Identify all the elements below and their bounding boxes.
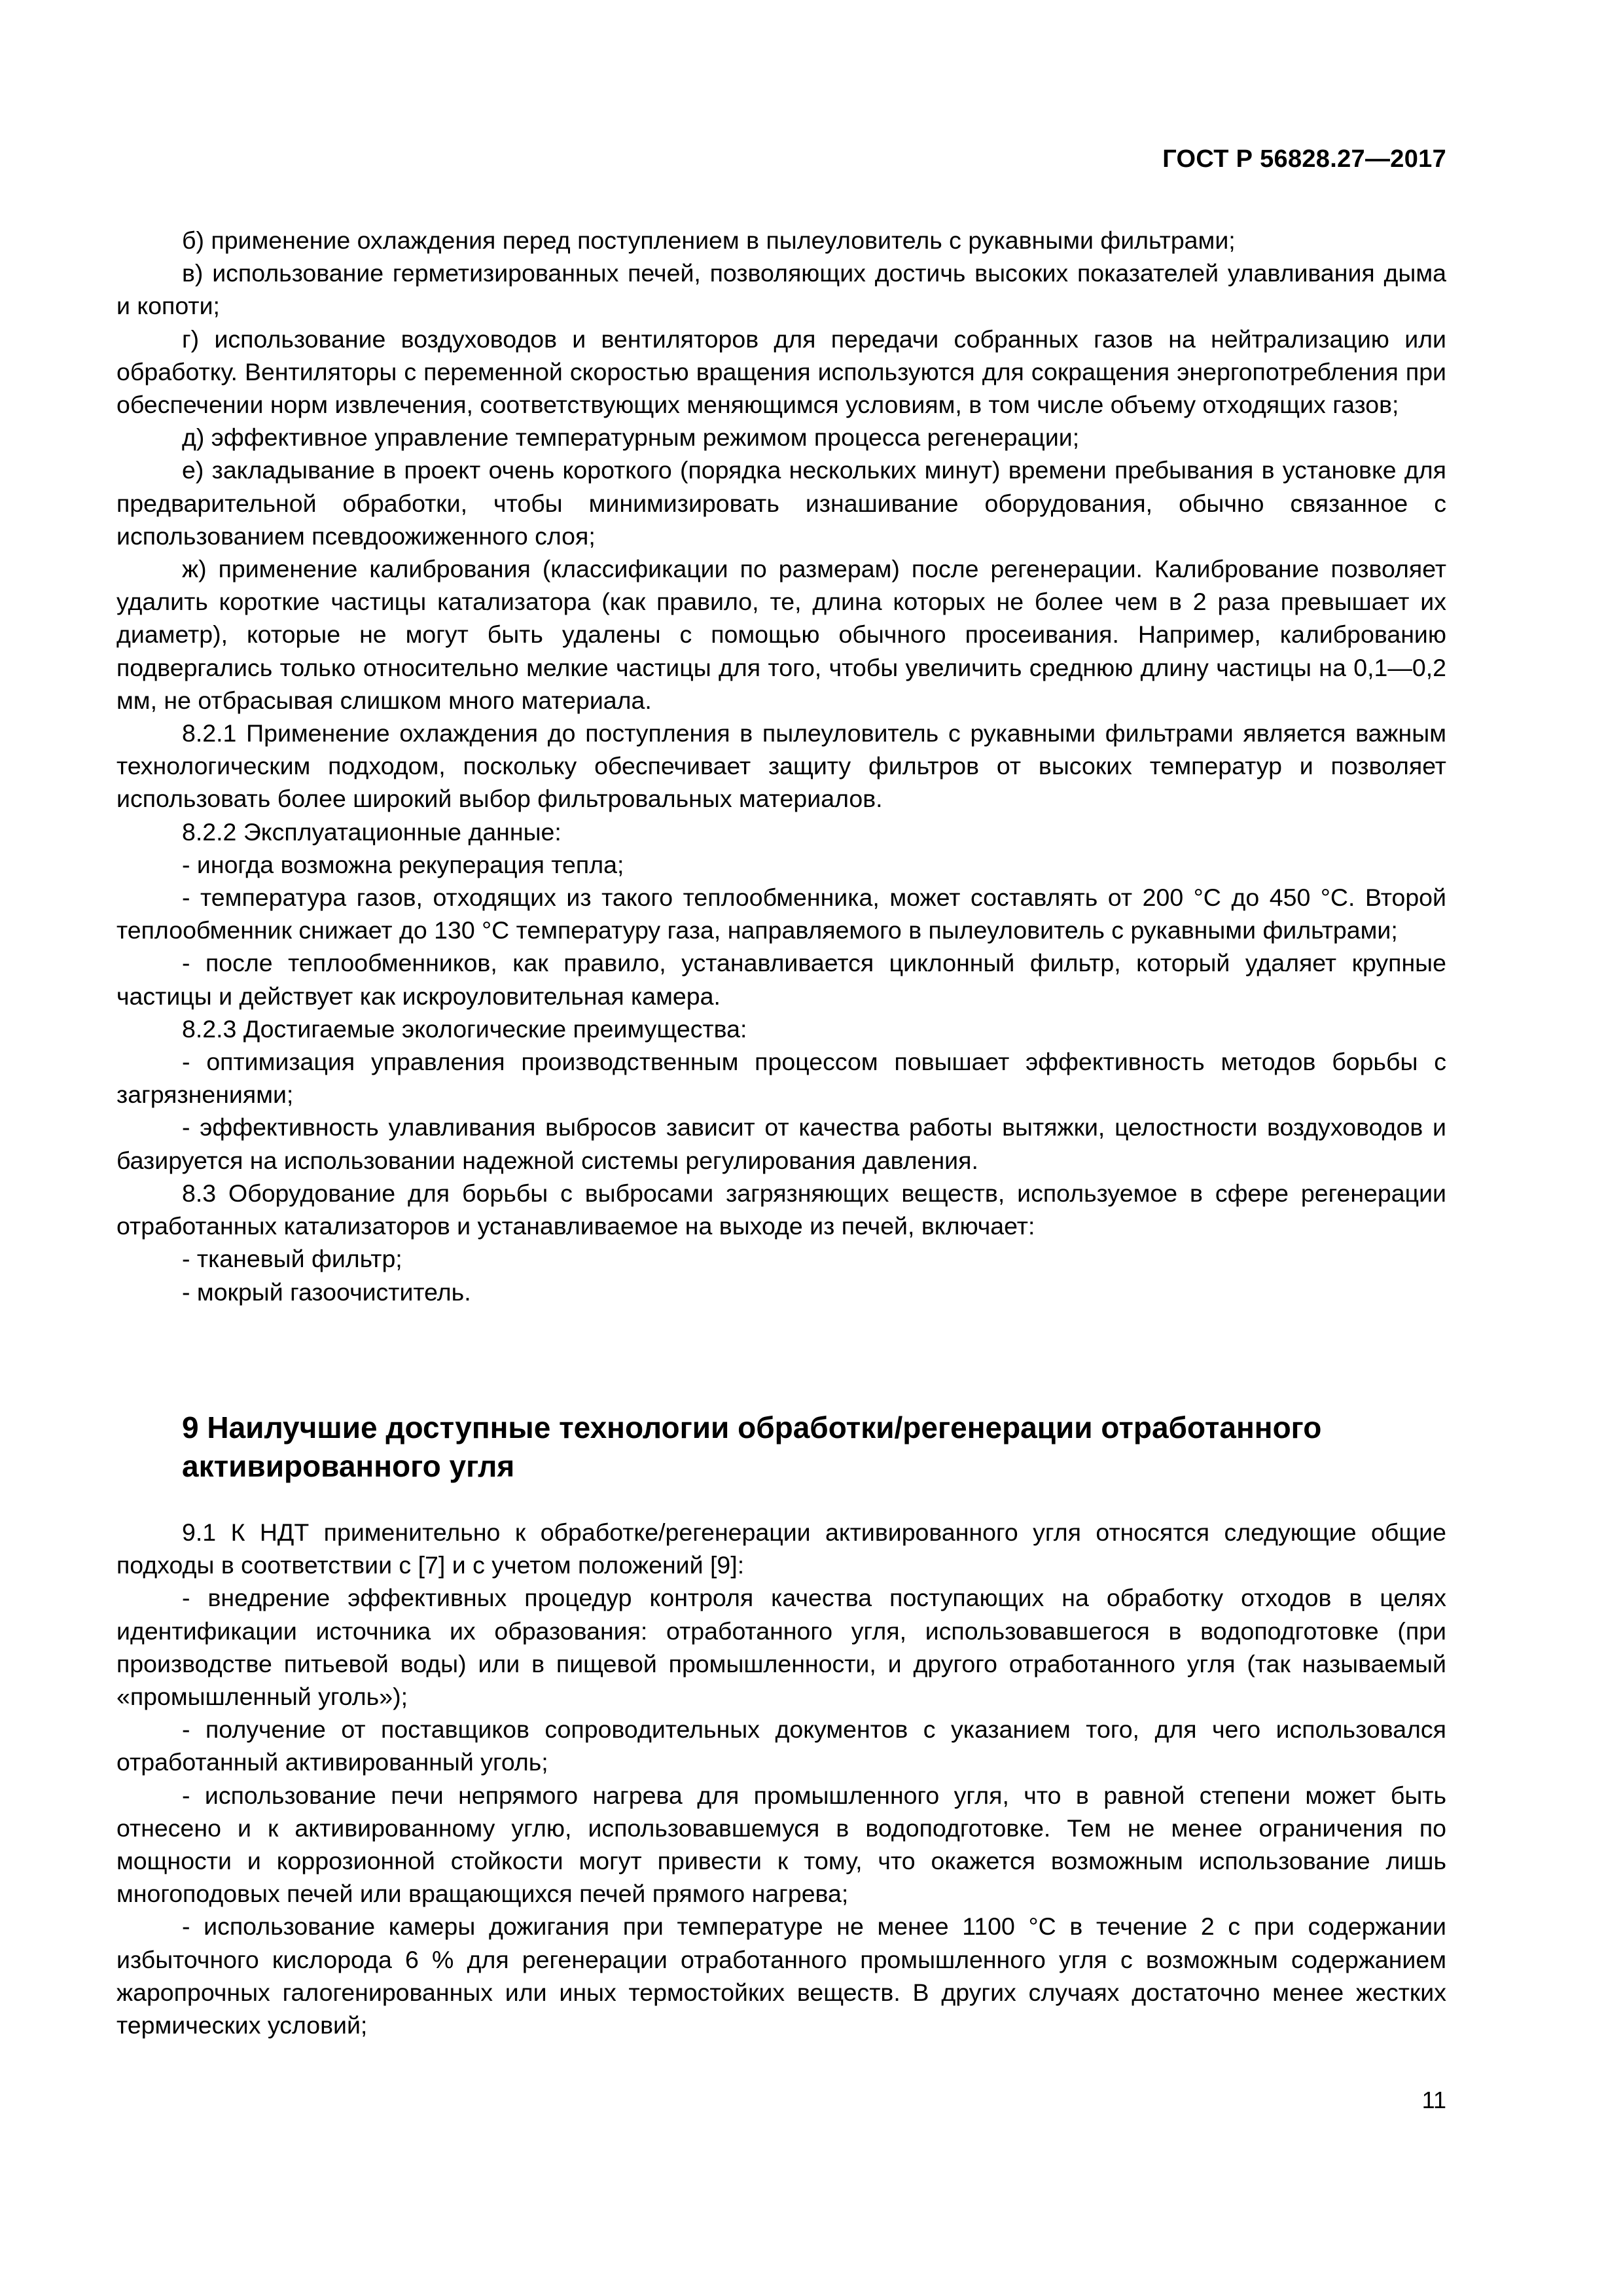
clause-8-2-2-item-1: - иногда возможна рекуперация тепла; [182, 850, 624, 878]
clause-8-3-item-2: - мокрый газоочиститель. [182, 1278, 471, 1306]
clause-8-2-1: 8.2.1 Применение охлаждения до поступления в пылеуловитель с рукавными фильтрами является важным технологическим подходом, поскольку обеспечивает защиту фильтров от высоких температур и позволяет использовать более широкий выбор фильтровальных материалов. [116, 719, 1446, 813]
list-item-zh: ж) применение калибрования (классификации по размерам) после регенерации. Калибрование позволяет удалить короткие частицы катализатора (как правило, те, длина которых не более чем в 2 раза превышает их диаметр), которые не могут быть удалены с помощью обычного просеивания. Например, калиброванию подвергались только относительно мелкие частицы для того, чтобы увеличить среднюю длину частицы на 0,1—0,2 мм, не отбрасывая слишком много материала. [116, 555, 1446, 714]
clause-9-1-item-2: - получение от поставщиков сопроводительных документов с указанием того, для чего использовался отработанный активированный уголь; [116, 1715, 1446, 1776]
clause-9-1-item-3: - использование печи непрямого нагрева для промышленного угля, что в равной степени может быть отнесено и к активированному углю, использовавшемуся в водоподготовке. Тем не менее ограничения по мощности и коррозионной стойкости могут привести к тому, что окажется возможным использование лишь многоподовых печей или вращающихся печей прямого нагрева; [116, 1781, 1446, 1908]
clause-8-2-3-item-1: - оптимизация управления производственным процессом повышает эффективность методов борьбы с загрязнениями; [116, 1048, 1446, 1109]
list-item-b: б) применение охлаждения перед поступлением в пылеуловитель с рукавными фильтрами; [182, 226, 1236, 254]
body-text-section-9 [116, 1516, 1446, 2041]
list-item-g: г) использование воздуховодов и вентиляторов для передачи собранных газов на нейтрализацию или обработку. Вентиляторы с переменной скоростью вращения используются для сокращения энергопотребления при обеспечении норм извлечения, соответствующих меняющимся условиям, в том числе объему отходящих газов; [116, 325, 1446, 419]
page-number: 11 [1421, 2087, 1446, 2113]
clause-8-2-3: 8.2.3 Достигаемые экологические преимущества: [182, 1014, 747, 1043]
clause-9-1: 9.1 К НДТ применительно к обработке/регенерации активированного угля относятся следующие общие подходы в соответствии с [7] и с учетом положений [9]: [116, 1518, 1446, 1579]
list-item-d: д) эффективное управление температурным режимом процесса регенерации; [182, 423, 1080, 452]
body-text-before-section [116, 224, 1446, 1308]
clause-8-3: 8.3 Оборудование для борьбы с выбросами загрязняющих веществ, используемое в сфере регенерации отработанных катализаторов и устанавливаемое на выходе из печей, включает: [116, 1179, 1446, 1240]
clause-8-2-2: 8.2.2 Эксплуатационные данные: [182, 817, 562, 846]
clause-9-1-item-1: - внедрение эффективных процедур контроля качества поступающих на обработку отходов в целях идентификации источника их образования: отработанного угля, использовавшегося в водоподготовке (при производстве питьевой воды) или в пищевой промышленности, и другого отработанного угля (так называемый «промышленный уголь»); [116, 1584, 1446, 1711]
list-item-v: в) использование герметизированных печей, позволяющих достичь высоких показателей улавливания дыма и копоти; [116, 259, 1446, 320]
clause-8-3-item-1: - тканевый фильтр; [182, 1245, 402, 1273]
clause-9-1-item-4: - использование камеры дожигания при температуре не менее 1100 °С в течение 2 с при содержании избыточного кислорода 6 % для регенерации отработанного промышленного угля с возможным содержанием жаропрочных галогенированных или иных термостойких веществ. В других случаях достаточно менее жестких термических условий; [116, 1912, 1446, 2039]
clause-8-2-2-item-2: - температура газов, отходящих из такого теплообменника, может составлять от 200 °С до 450 °С. Второй теплообменник снижает до 130 °С температуру газа, направляемого в пылеуловитель с рукавными фильтрами; [116, 884, 1446, 944]
clause-8-2-3-item-2: - эффективность улавливания выбросов зависит от качества работы вытяжки, целостности воздуховодов и базируется на использовании надежной системы регулирования давления. [116, 1113, 1446, 1174]
list-item-e: е) закладывание в проект очень короткого (порядка нескольких минут) времени пребывания в установке для предварительной обработки, чтобы минимизировать изнашивание оборудования, обычно связанное с использованием псевдоожиженного слоя; [116, 456, 1446, 550]
document-code-header: ГОСТ Р 56828.27—2017 [1162, 145, 1446, 173]
clause-8-2-2-item-3: - после теплообменников, как правило, устанавливается циклонный фильтр, который удаляет крупные частицы и действует как искроуловительная камера. [116, 949, 1446, 1010]
section-9-heading: 9 Наилучшие доступные технологии обработки/регенерации отработанного активированного угля [182, 1410, 1322, 1483]
